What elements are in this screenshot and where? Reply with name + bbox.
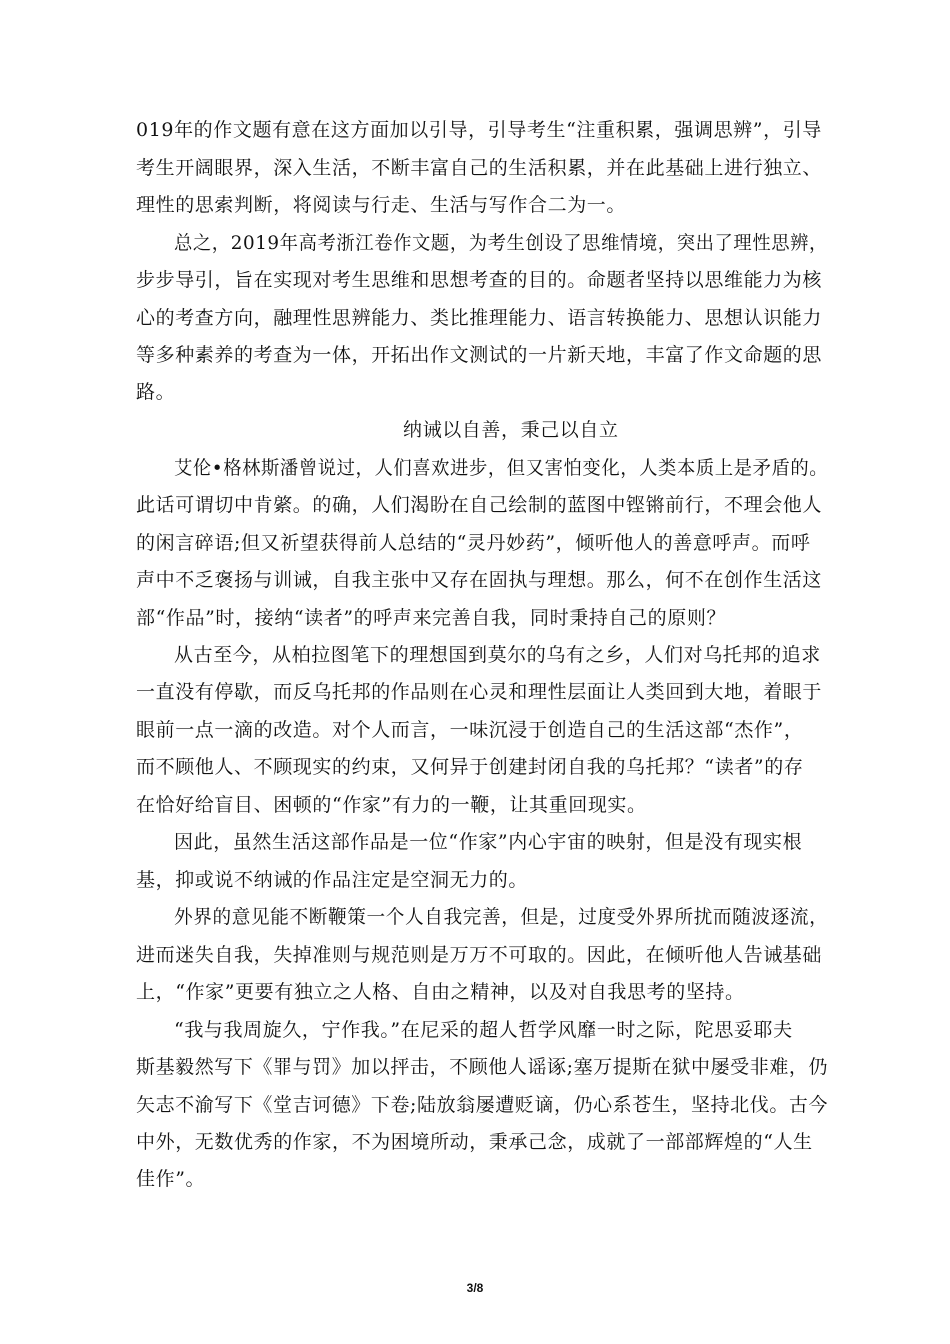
text-line: 眼前一点一滴的改造。对个人而言，一味沉浸于创造自己的生活这部“杰作”，	[136, 719, 804, 741]
text-line: 佳作”。	[136, 1168, 206, 1190]
text-line: 019年的作文题有意在这方面加以引导，引导考生“注重积累，强调思辨”，引导	[136, 119, 822, 141]
text-line: 考生开阔眼界，深入生活，不断丰富自己的生活积累，并在此基础上进行独立、	[136, 157, 823, 179]
text-line: 从古至今，从柏拉图笔下的理想国到莫尔的乌有之乡，人们对乌托邦的追求	[174, 644, 821, 666]
text-line: 因此，虽然生活这部作品是一位“作家”内心宇宙的映射，但是没有现实根	[174, 831, 803, 853]
text-line: 基，抑或说不纳诫的作品注定是空洞无力的。	[136, 869, 529, 891]
text-line: 上，“作家”更要有独立之人格、自由之精神，以及对自我思考的坚持。	[136, 981, 745, 1003]
text-line: 矢志不渝写下《堂吉诃德》下卷;陆放翁屡遭贬谪，仍心系苍生，坚持北伐。古今	[136, 1094, 829, 1116]
text-line: 外界的意见能不断鞭策一个人自我完善，但是，过度受外界所扰而随波逐流，	[174, 906, 829, 928]
text-line: 部“作品”时，接纳“读者”的呼声来完善自我，同时秉持自己的原则？	[136, 607, 727, 629]
essay-title: 纳诫以自善，秉己以自立	[403, 419, 619, 441]
text-line: 的闲言碎语;但又祈望获得前人总结的“灵丹妙药”，倾听他人的善意呼声。而呼	[136, 532, 811, 554]
text-line: 声中不乏褒扬与训诫，自我主张中又存在固执与理想。那么，何不在创作生活这	[136, 569, 823, 591]
text-line: 路。	[136, 381, 176, 403]
text-line: 斯基毅然写下《罪与罚》加以抨击，不顾他人谣诼;塞万提斯在狱中屡受非难，仍	[136, 1056, 829, 1078]
page-number: 3/8	[466, 1281, 484, 1295]
text-line: 此话可谓切中肯綮。的确，人们渴盼在自己绘制的蓝图中铿锵前行，不理会他人	[136, 494, 823, 516]
text-line: 一直没有停歇，而反乌托邦的作品则在心灵和理性层面让人类回到大地，着眼于	[136, 681, 823, 703]
text-line: 步步导引，旨在实现对考生思维和思想考查的目的。命题者坚持以思维能力为核	[136, 269, 823, 291]
text-line: “我与我周旋久，宁作我。”在尼采的超人哲学风靡一时之际，陀思妥耶夫	[174, 1019, 793, 1041]
text-line: 心的考查方向，融理性思辨能力、类比推理能力、语言转换能力、思想认识能力	[136, 307, 823, 329]
text-line: 中外，无数优秀的作家，不为困境所动，秉承己念，成就了一部部辉煌的“人生	[136, 1131, 813, 1153]
text-line: 进而迷失自我，失掉准则与规范则是万万不可取的。因此，在倾听他人告诫基础	[136, 944, 823, 966]
text-line: 理性的思索判断，将阅读与行走、生活与写作合二为一。	[136, 194, 627, 216]
text-line: 总之，2019年高考浙江卷作文题，为考生创设了思维情境，突出了理性思辨，	[174, 232, 828, 254]
text-line: 艾伦•格林斯潘曾说过，人们喜欢进步，但又害怕变化，人类本质上是矛盾的。	[174, 457, 829, 479]
text-line: 而不顾他人、不顾现实的约束，又何异于创建封闭自我的乌托邦？“读者”的存	[136, 756, 804, 778]
text-line: 在恰好给盲目、困顿的“作家”有力的一鞭，让其重回现实。	[136, 794, 647, 816]
text-line: 等多种素养的考查为一体，开拓出作文测试的一片新天地，丰富了作文命题的思	[136, 344, 823, 366]
